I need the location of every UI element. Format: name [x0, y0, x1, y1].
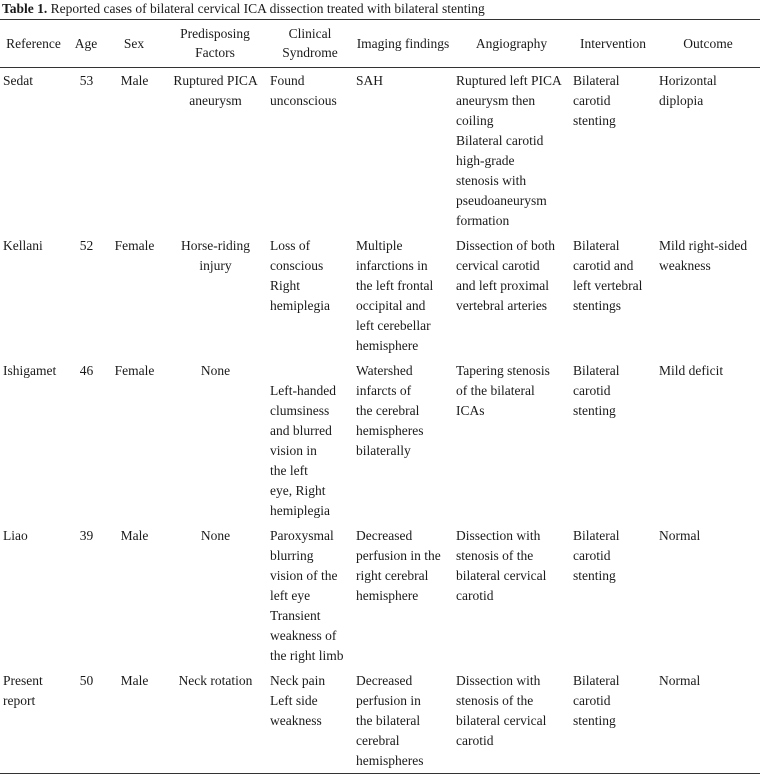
cell-text: Multiple — [356, 238, 403, 253]
header-text: Syndrome — [282, 45, 338, 60]
cell-text: cervical carotid — [456, 258, 540, 273]
cell-text: left cerebellar — [356, 318, 431, 333]
cell-text: stenosis of the — [456, 693, 534, 708]
cell-imaging-findings — [353, 233, 453, 358]
cell-text: the bilateral — [356, 713, 421, 728]
cell-text: ICAs — [456, 403, 485, 418]
cell-age — [67, 523, 105, 668]
header-reference — [0, 20, 67, 68]
cell-text: of the bilateral — [456, 383, 535, 398]
cell-text: stenting — [573, 713, 616, 728]
cell-text: stenosis of the — [456, 548, 534, 563]
cell-text: carotid — [573, 93, 611, 108]
cell-clinical-syndrome — [267, 68, 353, 234]
cell-age — [67, 233, 105, 358]
cell-text: Neck pain — [270, 673, 326, 688]
header-imaging-findings — [353, 20, 453, 68]
cell-sex — [105, 523, 163, 668]
cell-reference — [0, 68, 67, 234]
cell-outcome — [656, 68, 760, 234]
header-text: Outcome — [683, 35, 733, 51]
header-angiography — [453, 20, 570, 68]
cell-text: weakness of — [270, 628, 337, 643]
cell-text: clumsiness — [270, 403, 330, 418]
header-text: Reference — [6, 35, 61, 51]
cell-text: cerebral — [356, 733, 400, 748]
cell-text: Bilateral carotid — [456, 133, 544, 148]
cell-imaging-findings — [353, 668, 453, 774]
cell-text: stentings — [573, 298, 622, 313]
cell-text: hemisphere — [356, 338, 419, 353]
cell-text: diplopia — [659, 93, 704, 108]
cell-text: Sedat — [3, 73, 33, 88]
cell-text: infarcts of — [356, 383, 412, 398]
cell-text: aneurysm — [189, 93, 242, 108]
cell-predisposing-factors — [163, 668, 267, 774]
cell-text: conscious — [270, 258, 324, 273]
header-intervention — [570, 20, 656, 68]
cell-text: bilateral cervical — [456, 713, 547, 728]
cell-text: Female — [114, 238, 155, 253]
cell-outcome — [656, 523, 760, 668]
cell-text — [270, 361, 351, 381]
cell-imaging-findings — [353, 68, 453, 234]
cell-text: Watershed — [356, 363, 413, 378]
cell-text: vision in — [270, 443, 317, 458]
header-text: Clinical — [288, 26, 332, 41]
cell-text: Horizontal — [659, 73, 717, 88]
table-caption — [2, 1, 485, 17]
cell-text: 52 — [79, 238, 94, 253]
cell-text: Male — [120, 528, 149, 543]
cell-reference — [0, 358, 67, 523]
cell-intervention — [570, 358, 656, 523]
cell-text: high-grade — [456, 153, 515, 168]
cell-text: Normal — [659, 673, 701, 688]
cell-text: and blurred — [270, 423, 332, 438]
cell-imaging-findings — [353, 358, 453, 523]
cell-text: Liao — [3, 528, 28, 543]
cell-text: None — [200, 528, 231, 543]
cell-text: pseudoaneurysm — [456, 193, 547, 208]
cell-text: Mild right-sided — [659, 238, 748, 253]
table-body — [0, 68, 760, 774]
cell-text: unconscious — [270, 93, 337, 108]
cell-angiography — [453, 358, 570, 523]
cell-text: Neck rotation — [178, 673, 253, 688]
cell-text: SAH — [356, 73, 384, 88]
cell-intervention — [570, 68, 656, 234]
table-row — [0, 523, 760, 668]
header-row — [0, 20, 760, 68]
cell-outcome — [656, 668, 760, 774]
cell-text: the left frontal — [356, 278, 434, 293]
cell-text: Decreased — [356, 673, 413, 688]
cell-text: Ruptured PICA — [173, 73, 258, 88]
cell-text: hemiplegia — [270, 298, 330, 313]
header-text: Intervention — [580, 35, 646, 51]
table-row — [0, 358, 760, 523]
header-clinical-syndrome — [267, 20, 353, 68]
cell-text: Male — [120, 673, 149, 688]
table-caption-text: Reported cases of bilateral cervical ICA dissection treated with bilateral stenting — [47, 1, 485, 16]
cell-text: Present — [3, 673, 43, 688]
cell-text: hemispheres — [356, 753, 424, 768]
cell-predisposing-factors — [163, 523, 267, 668]
cell-text: Female — [114, 363, 155, 378]
cell-age — [67, 668, 105, 774]
cell-text: Left side — [270, 693, 318, 708]
cell-text: Horse-riding — [181, 238, 250, 253]
cell-clinical-syndrome — [267, 233, 353, 358]
cell-text: blurring — [270, 548, 314, 563]
cell-text: Dissection of both — [456, 238, 555, 253]
cell-text: left vertebral — [573, 278, 643, 293]
cell-text: Dissection with — [456, 528, 541, 543]
cell-text: Male — [120, 73, 149, 88]
cell-text: Loss of — [270, 238, 311, 253]
cell-text: stenting — [573, 568, 616, 583]
cell-text: vision of the — [270, 568, 338, 583]
cell-sex — [105, 668, 163, 774]
header-sex — [105, 20, 163, 68]
cell-age — [67, 68, 105, 234]
cell-angiography — [453, 523, 570, 668]
cell-text: 39 — [79, 528, 94, 543]
cell-clinical-syndrome — [267, 668, 353, 774]
cell-text: Found — [270, 73, 305, 88]
header-predisposing-factors — [163, 20, 267, 68]
cell-imaging-findings — [353, 523, 453, 668]
cell-text: occipital and — [356, 298, 426, 313]
cell-predisposing-factors — [163, 233, 267, 358]
cell-outcome — [656, 233, 760, 358]
table-row — [0, 668, 760, 774]
cell-text: the cerebral — [356, 403, 420, 418]
cell-text: Paroxysmal — [270, 528, 334, 543]
cell-text: aneurysm then — [456, 93, 536, 108]
cell-intervention — [570, 523, 656, 668]
cell-text: carotid — [573, 548, 611, 563]
cell-text: carotid — [573, 693, 611, 708]
cell-text: and left proximal — [456, 278, 549, 293]
cell-text: 53 — [79, 73, 94, 88]
cell-text: weakness — [270, 713, 322, 728]
cell-text: Decreased — [356, 528, 413, 543]
cell-text: formation — [456, 213, 510, 228]
cell-angiography — [453, 68, 570, 234]
cell-text: Mild deficit — [659, 363, 724, 378]
header-text: Sex — [123, 35, 145, 51]
cell-age — [67, 358, 105, 523]
cell-text: hemiplegia — [270, 503, 330, 518]
cell-text: hemisphere — [356, 588, 419, 603]
cell-predisposing-factors — [163, 68, 267, 234]
cell-text: bilateral cervical — [456, 568, 547, 583]
cell-text: the right limb — [270, 648, 344, 663]
cell-text: stenting — [573, 113, 616, 128]
cell-reference — [0, 668, 67, 774]
table-header — [0, 20, 760, 68]
cell-text: Bilateral — [573, 528, 620, 543]
cell-text: carotid — [456, 588, 494, 603]
cell-text: perfusion in — [356, 693, 421, 708]
header-text: Imaging findings — [356, 35, 450, 51]
cell-text: the left — [270, 463, 308, 478]
cell-text: carotid and — [573, 258, 634, 273]
cell-text: report — [3, 693, 36, 708]
cell-clinical-syndrome — [267, 358, 353, 523]
cell-text: Ishigamet — [3, 363, 57, 378]
cell-text: right cerebral — [356, 568, 429, 583]
cell-angiography — [453, 233, 570, 358]
cell-text: Left-handed — [270, 383, 336, 398]
cell-text: injury — [199, 258, 232, 273]
cell-intervention — [570, 668, 656, 774]
table-caption-label: Table 1. — [2, 1, 48, 16]
cell-text: Right — [270, 278, 301, 293]
cases-table — [0, 19, 760, 774]
cell-text: eye, Right — [270, 483, 326, 498]
header-age — [67, 20, 105, 68]
header-text: Age — [74, 35, 98, 51]
cell-text: hemispheres — [356, 423, 424, 438]
cell-text: Bilateral — [573, 673, 620, 688]
cell-text: perfusion in the — [356, 548, 441, 563]
cell-text: carotid — [573, 383, 611, 398]
header-text: Angiography — [475, 35, 548, 51]
cell-reference — [0, 523, 67, 668]
cell-sex — [105, 233, 163, 358]
cell-text: None — [200, 363, 231, 378]
cell-reference — [0, 233, 67, 358]
cell-text: carotid — [456, 733, 494, 748]
cell-text: Normal — [659, 528, 701, 543]
header-text: Predisposing — [180, 26, 250, 41]
cell-clinical-syndrome — [267, 523, 353, 668]
cell-text: Transient — [270, 608, 321, 623]
cell-text: vertebral arteries — [456, 298, 548, 313]
cell-sex — [105, 358, 163, 523]
cell-predisposing-factors — [163, 358, 267, 523]
cell-intervention — [570, 233, 656, 358]
cell-outcome — [656, 358, 760, 523]
cell-text: weakness — [659, 258, 711, 273]
cell-text: bilaterally — [356, 443, 411, 458]
cell-text: left eye — [270, 588, 311, 603]
cell-angiography — [453, 668, 570, 774]
cell-text: 50 — [79, 673, 94, 688]
cell-sex — [105, 68, 163, 234]
table-row — [0, 233, 760, 358]
cell-text: Dissection with — [456, 673, 541, 688]
cell-text: stenosis with — [456, 173, 527, 188]
cell-text: Bilateral — [573, 73, 620, 88]
cell-text: Ruptured left PICA — [456, 73, 562, 88]
header-outcome — [656, 20, 760, 68]
cell-text: Kellani — [3, 238, 43, 253]
cell-text: coiling — [456, 113, 494, 128]
cell-text: infarctions in — [356, 258, 428, 273]
table-row — [0, 68, 760, 234]
header-text: Factors — [195, 45, 235, 60]
cell-text: Tapering stenosis — [456, 363, 550, 378]
cell-text: 46 — [79, 363, 94, 378]
cell-text: Bilateral — [573, 238, 620, 253]
cell-text: stenting — [573, 403, 616, 418]
cell-text: Bilateral — [573, 363, 620, 378]
